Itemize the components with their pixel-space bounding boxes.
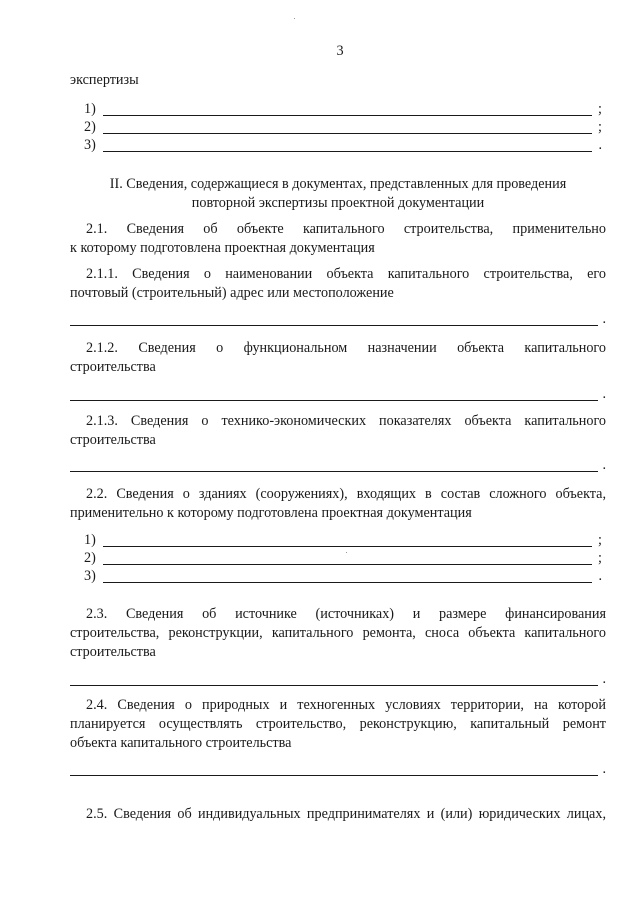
blank-list-item-3 — [84, 136, 602, 155]
list-number: 2) — [84, 550, 96, 566]
blank-list-item-3 — [84, 567, 602, 586]
paragraph-2-1-2 — [70, 339, 606, 377]
paragraph-line: строительства — [70, 432, 156, 448]
paragraph-line: почтовый (строительный) адрес или местоположение — [70, 285, 394, 301]
scan-speck — [346, 552, 347, 553]
paragraph-line: 2.1. Сведения об объекте капитального строительства, применительно — [86, 221, 606, 237]
fill-line — [103, 546, 592, 547]
paragraph-line: 2.2. Сведения о зданиях (сооружениях), входящих в состав сложного объекта, — [86, 486, 606, 502]
page-number: 3 — [336, 43, 344, 59]
line-terminator: ; — [598, 101, 602, 117]
blank-list-item-1 — [84, 531, 602, 550]
section-heading — [70, 175, 606, 213]
paragraph-line: строительства, реконструкции, капитального ремонта, сноса объекта капитального — [70, 625, 606, 641]
fill-line — [103, 133, 592, 134]
paragraph-2-4 — [70, 696, 606, 753]
line-terminator: . — [602, 671, 606, 687]
fill-line-2-1-3 — [70, 456, 606, 475]
blank-list-item-1 — [84, 100, 602, 119]
paragraph-line: 2.1.1. Сведения о наименовании объекта капитального строительства, его — [86, 266, 606, 282]
fill-line-2-1-1 — [70, 310, 606, 329]
fill-line — [103, 582, 592, 583]
paragraph-line: 2.5. Сведения об индивидуальных предпринимателях и (или) юридических лицах, — [86, 806, 606, 822]
list-number: 1) — [84, 101, 96, 117]
line-terminator: ; — [598, 550, 602, 566]
line-terminator: . — [598, 137, 602, 153]
line-terminator: . — [602, 761, 606, 777]
section-heading-line: повторной экспертизы проектной документации — [191, 195, 485, 211]
paragraph-2-1-1 — [70, 265, 606, 303]
fill-line-2-3 — [70, 670, 606, 689]
fill-line — [70, 325, 598, 326]
list-number: 2) — [84, 119, 96, 135]
paragraph-line: применительно к которому подготовлена проектная документация — [70, 505, 472, 521]
intro-word: экспертизы — [70, 72, 139, 88]
fill-line — [103, 151, 592, 152]
paragraph-2-5 — [70, 805, 606, 824]
fill-line — [70, 400, 598, 401]
line-terminator: . — [602, 457, 606, 473]
paragraph-2-3 — [70, 605, 606, 662]
line-terminator: . — [602, 311, 606, 327]
fill-line — [70, 775, 598, 776]
line-terminator: . — [602, 386, 606, 402]
paragraph-line: к которому подготовлена проектная документация — [70, 240, 375, 256]
list-number: 1) — [84, 532, 96, 548]
list-number: 3) — [84, 137, 96, 153]
line-terminator: ; — [598, 119, 602, 135]
fill-line — [103, 564, 592, 565]
paragraph-line: объекта капитального строительства — [70, 735, 292, 751]
paragraph-line: 2.1.2. Сведения о функциональном назначении объекта капитального — [86, 340, 606, 356]
fill-line — [70, 685, 598, 686]
blank-list-item-2 — [84, 118, 602, 137]
paragraph-line: планируется осуществлять строительство, реконструкцию, капитальный ремонт — [70, 716, 606, 732]
fill-line-2-1-2 — [70, 385, 606, 404]
fill-line — [70, 471, 598, 472]
paragraph-line: 2.3. Сведения об источнике (источниках) и размере финансирования — [86, 606, 606, 622]
paragraph-line: строительства — [70, 359, 156, 375]
paragraph-2-1-3 — [70, 412, 606, 450]
paragraph-line: строительства — [70, 644, 156, 660]
fill-line — [103, 115, 592, 116]
paragraph-2-2 — [70, 485, 606, 523]
paragraph-line: 2.1.3. Сведения о технико-экономических показателях объекта капитального — [86, 413, 606, 429]
section-heading-line: II. Сведения, содержащиеся в документах, представленных для проведения — [109, 176, 567, 192]
scan-speck — [294, 18, 295, 19]
line-terminator: ; — [598, 532, 602, 548]
blank-list-item-2 — [84, 549, 602, 568]
line-terminator: . — [598, 568, 602, 584]
paragraph-2-1 — [70, 220, 606, 258]
list-number: 3) — [84, 568, 96, 584]
fill-line-2-4 — [70, 760, 606, 779]
paragraph-line: 2.4. Сведения о природных и техногенных условиях территории, на которой — [86, 697, 606, 713]
